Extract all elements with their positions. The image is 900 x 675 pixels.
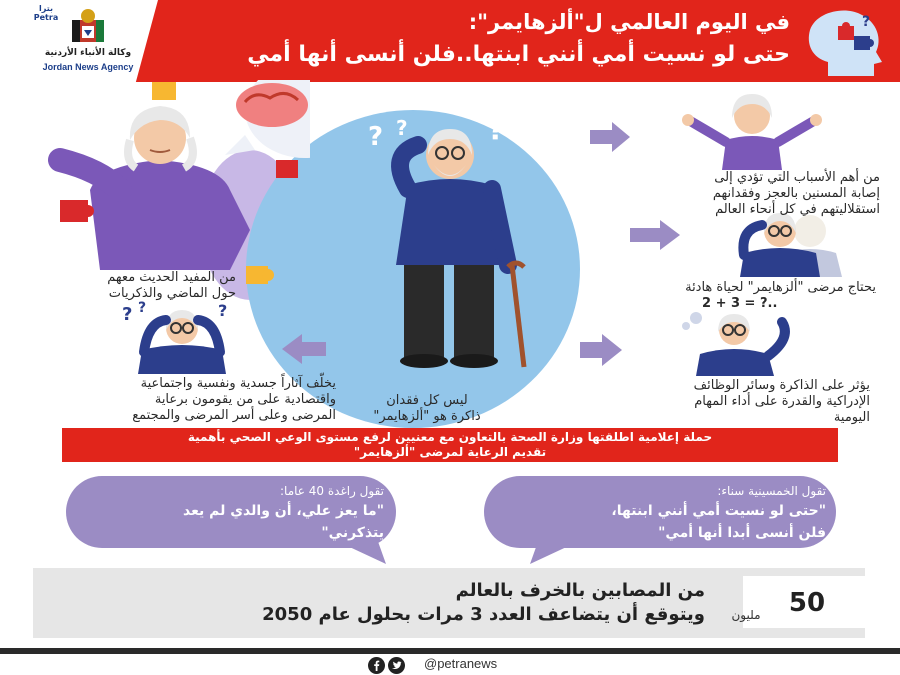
quote-sanaa-text: "حتى لو نسيت أمي أنني ابنتها، فلن أنسى أبدا أنها أمي" xyxy=(611,503,826,541)
puzzle-piece-icon xyxy=(242,260,278,288)
statistic-panel xyxy=(33,568,865,638)
footer-divider xyxy=(0,648,900,654)
head-puzzle-icon xyxy=(798,6,894,78)
quote-raghda-intro: تقول راغدة 40 عاما: xyxy=(280,484,384,498)
svg-text:?: ? xyxy=(122,304,133,325)
svg-text:?: ? xyxy=(138,300,147,316)
agency-logo xyxy=(28,4,148,78)
arrow-right-bottom-icon xyxy=(578,334,622,366)
logo-arabic-name: وكالة الأنباء الأردنية xyxy=(44,48,132,58)
svg-text:?: ? xyxy=(218,301,228,320)
quote-sanaa-intro: تقول الخمسينية سناء: xyxy=(717,484,826,498)
svg-text:?: ? xyxy=(862,14,871,30)
title-line-1: في اليوم العالمي ل"ألزهايمر": xyxy=(468,10,790,34)
thinking-man-illustration xyxy=(672,308,822,376)
footer-social-handle[interactable]: @petranews xyxy=(424,656,498,671)
statistic-unit: مليون xyxy=(731,608,761,622)
logo-english-name: Jordan News Agency xyxy=(42,62,134,72)
caption-causes: من أهم الأسباب التي تؤدي إلى إصابة المسنين بالعجز وفقدانهم استقلاليتهم في كل أنحاء العالم xyxy=(712,170,880,217)
statistic-line-1: من المصابين بالخرف بالعالم xyxy=(455,580,705,601)
caption-talk-about-past: من المفيد الحديث معهم حول الماضي والذكريات xyxy=(107,270,236,301)
svg-text:?: ? xyxy=(368,122,384,152)
quote-raghda-text: "ما يعز علي، أن والدي لم يعد يتذكرني" xyxy=(183,503,384,541)
caption-quiet-life: يحتاج مرضى "ألزهايمر" لحياة هادئة xyxy=(685,280,876,295)
title-line-2: حتى لو نسيت أمي أنني ابنتها..فلن أنسى أنها أمي xyxy=(247,42,790,67)
caption-not-all-memory-loss: ليس كل فقدان ذاكرة هو "ألزهايمر" xyxy=(373,393,481,424)
math-question-text: 2 + 3 = ?.. xyxy=(702,296,778,311)
statistic-line-2: ويتوقع أن يتضاعف العدد 3 مرات بحلول عام 2050 xyxy=(262,604,705,625)
stressed-man-illustration xyxy=(98,300,258,374)
caption-caregiver-impact: يخلّف آثاراً جسدية ونفسية واجتماعية واقتصادية على من يقومون برعاية المرضى وعلى أسر المرضى والمجتمع xyxy=(132,376,336,423)
coat-of-arms-icon xyxy=(66,6,110,46)
arrow-right-top-icon xyxy=(588,122,630,152)
caption-memory-functions: يؤثر على الذاكرة وسائر الوظائف الإدراكية والقدرة على أداء المهام اليومية xyxy=(693,378,870,425)
confused-woman-illustration xyxy=(672,88,832,170)
arrow-left-bottom-icon xyxy=(282,334,328,364)
twitter-icon[interactable] xyxy=(388,657,405,674)
arrow-right-mid-icon xyxy=(628,220,680,250)
elderly-man-cane-illustration xyxy=(348,115,558,375)
campaign-banner xyxy=(62,428,838,462)
campaign-banner-text: حملة إعلامية اطلقتها وزارة الصحة بالتعاون مع معنيين لرفع مستوى الوعي الصحي بأهمية تقديم الرعاية لمرضى "ألزهايمر" xyxy=(187,430,713,459)
elderly-woman-illustration xyxy=(40,80,310,270)
logo-petra-text: بترا Petra xyxy=(33,4,59,22)
statistic-number: 50 xyxy=(788,588,826,618)
svg-text:?: ? xyxy=(488,115,505,146)
svg-text:?: ? xyxy=(396,116,408,140)
facebook-icon[interactable] xyxy=(368,657,385,674)
